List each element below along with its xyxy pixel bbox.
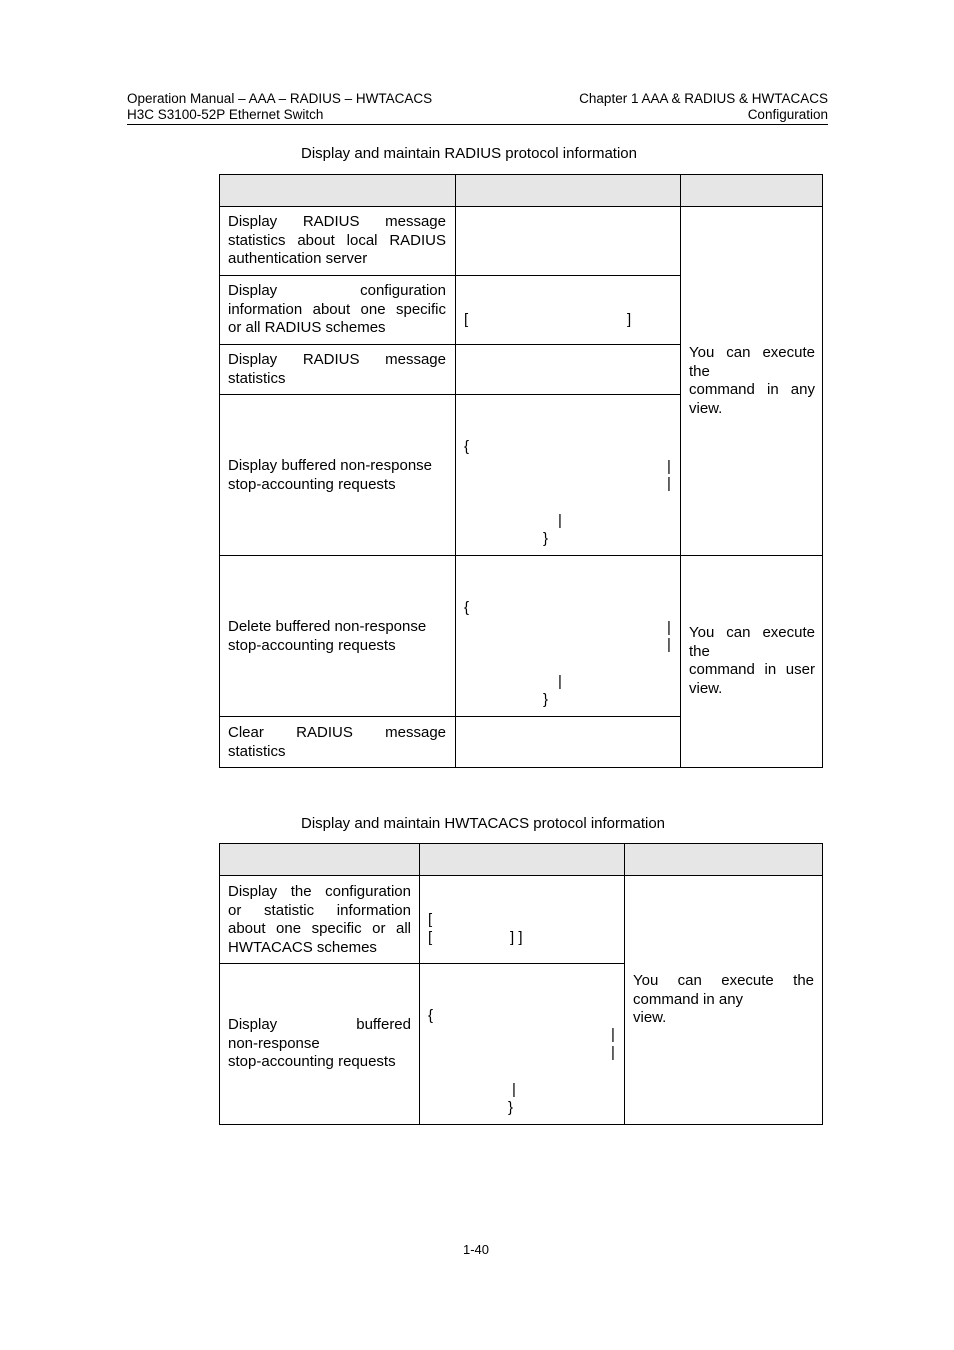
- header-rule: [127, 124, 828, 125]
- row-divider: [219, 344, 681, 345]
- row-divider: [219, 394, 681, 395]
- operation-text: Display buffered non-response: [228, 457, 433, 474]
- optional-bracket-open: [: [464, 311, 469, 328]
- optional-bracket-open: [: [428, 929, 433, 946]
- remark-text: view.: [689, 399, 723, 417]
- remark-text: the: [689, 642, 710, 660]
- table-row: [228, 282, 446, 338]
- choice-separator: |: [667, 636, 671, 653]
- remark-text: view.: [689, 679, 723, 697]
- choice-separator: |: [611, 1044, 615, 1061]
- row-divider: [219, 875, 823, 876]
- remark-text: view.: [633, 1009, 667, 1026]
- table-row: [228, 724, 446, 761]
- operation-text: Display RADIUS message: [228, 351, 446, 368]
- row-divider: [219, 275, 681, 276]
- remark-text: You can execute: [689, 624, 815, 641]
- header-right-section: Configuration: [747, 107, 828, 122]
- header-left-title: Operation Manual – AAA – RADIUS – HWTACACS: [127, 91, 433, 106]
- operation-text: or all RADIUS schemes: [228, 319, 386, 336]
- operation-text: Display RADIUS message: [228, 213, 446, 230]
- page-number: 1-40: [463, 1242, 490, 1257]
- choice-separator: |: [512, 1081, 516, 1098]
- table-row: [228, 457, 450, 494]
- operation-text: or statistic information: [228, 901, 411, 919]
- table-row: [228, 213, 446, 269]
- choice-separator: |: [667, 458, 671, 475]
- required-brace-close: }: [543, 691, 549, 708]
- operation-text: Clear RADIUS message: [228, 724, 446, 741]
- remark-display: [689, 344, 815, 418]
- required-brace-close: }: [543, 530, 549, 547]
- choice-separator: |: [667, 619, 671, 636]
- operation-text: stop-accounting requests: [228, 1053, 396, 1070]
- hwtacacs-table-caption: Display and maintain HWTACACS protocol information: [301, 815, 666, 832]
- operation-text: stop-accounting requests: [228, 475, 396, 493]
- choice-separator: |: [558, 512, 562, 529]
- operation-text: statistics: [228, 742, 286, 760]
- operation-text: Display the configuration: [228, 883, 411, 900]
- operation-text: stop-accounting requests: [228, 636, 396, 654]
- operation-text: authentication server: [228, 250, 368, 267]
- remark-text: You can execute: [689, 344, 815, 361]
- required-brace-open: {: [464, 599, 470, 616]
- remark-text: command in user: [689, 661, 815, 678]
- column-divider: [624, 843, 625, 1125]
- row-divider: [219, 206, 823, 207]
- operation-text: information about one specific: [228, 300, 446, 318]
- choice-separator: |: [611, 1026, 615, 1043]
- remark-text: command in any: [689, 381, 815, 398]
- operation-text: non-response: [228, 1034, 320, 1052]
- required-brace-close: }: [508, 1099, 514, 1116]
- column-divider: [680, 174, 681, 768]
- operation-text: statistics about local RADIUS: [228, 231, 446, 249]
- operation-text: Display buffered: [228, 1016, 411, 1033]
- optional-bracket-close: ]: [627, 311, 632, 328]
- operation-text: statistics: [228, 369, 286, 387]
- row-divider: [219, 555, 823, 556]
- header-right-chapter: Chapter 1 AAA & RADIUS & HWTACACS: [579, 91, 828, 106]
- column-divider: [455, 174, 456, 768]
- optional-bracket-close: ] ]: [510, 929, 523, 946]
- optional-bracket-open: [: [428, 911, 433, 928]
- operation-text: Delete buffered non-response: [228, 618, 427, 635]
- table-row: [228, 351, 446, 388]
- column-divider: [419, 843, 420, 1125]
- remark-text: You can execute the: [633, 972, 814, 989]
- remark-text: the: [689, 362, 710, 380]
- choice-separator: |: [667, 475, 671, 492]
- remark-text: command in any: [633, 990, 744, 1008]
- row-divider: [219, 716, 681, 717]
- operation-text: Display configuration: [228, 282, 446, 299]
- header-left-product: H3C S3100-52P Ethernet Switch: [127, 107, 324, 122]
- remark-user-view: [689, 624, 815, 698]
- remark-display: [633, 972, 814, 1028]
- table-row: [228, 883, 411, 957]
- choice-separator: |: [558, 673, 562, 690]
- table-row: [228, 618, 450, 655]
- table-row: [228, 1016, 411, 1072]
- operation-text: about one specific or all: [228, 920, 411, 937]
- row-divider: [219, 963, 625, 964]
- operation-text: HWTACACS schemes: [228, 938, 377, 956]
- required-brace-open: {: [464, 438, 470, 455]
- required-brace-open: {: [428, 1007, 434, 1024]
- radius-table-caption: Display and maintain RADIUS protocol information: [301, 145, 637, 162]
